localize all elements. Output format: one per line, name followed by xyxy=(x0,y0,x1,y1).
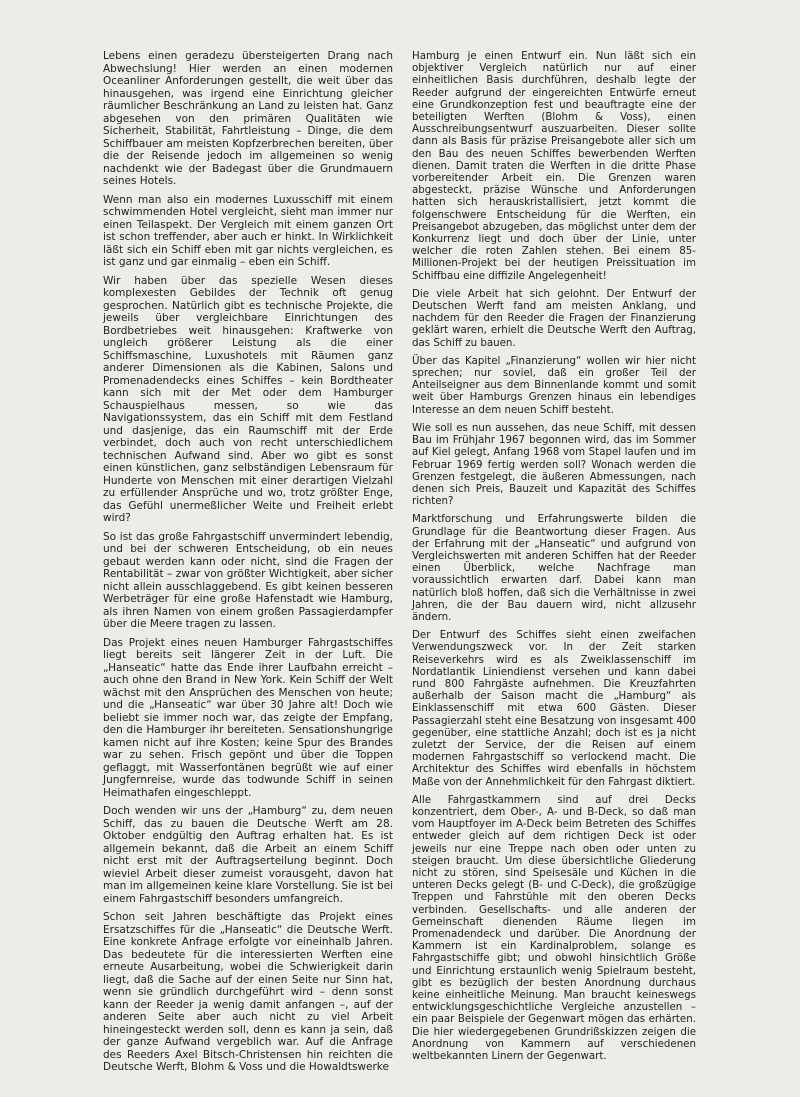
paragraph: Das Projekt eines neuen Hamburger Fahrgastschiffes liegt bereits seit längerer Zeit in der Luft. Die „Hanseatic“ hatte das Ende ihrer Laufbahn erreicht – auch ohne den Brand in New York. Kein Schiff der Welt wächst mit den Ansprüchen des Menschen von heute; und die „Hanseatic“ war über 30 Jahre alt! Doch wie beliebt sie immer noch war, das zeigte der Empfang, den die Hamburger ihr bereiteten. Sensationshungrige kamen nicht auf ihre Kosten; keine Spur des Brandes war zu sehen. Frisch gepönt und über die Toppen geflaggt, mit Wasserfontänen begrüßt wie auf einer Jungfernreise, wurde das todwunde Schiff in seinen Heimathafen eingeschleppt. xyxy=(103,636,393,799)
paragraph: Wie soll es nun aussehen, das neue Schiff, mit dessen Bau im Frühjahr 1967 begonnen wird, das im Sommer auf Kiel gelegt, Anfang 1968 vom Stapel laufen und im Februar 1969 fertig werden soll? Wonach werden die Grenzen festgelegt, die äußeren Abmessungen, nach denen sich Preis, Bauzeit und Kapazität des Schiffes richten? xyxy=(412,421,696,508)
paragraph: Wenn man also ein modernes Luxusschiff mit einem schwimmenden Hotel vergleicht, sieht man immer nur einen Teilaspekt. Der Vergleich mit einem ganzen Ort ist schon treffender, aber auch er hinkt. In Wirklichkeit läßt sich ein Schiff eben mit gar nichts vergleichen, es ist ganz und gar einmalig – eben ein Schiff. xyxy=(103,193,393,268)
paragraph: Der Entwurf des Schiffes sieht einen zweifachen Verwendungszweck vor. In der Zeit starken Reiseverkehrs wird es als Zweiklassenschiff im Nordatlantik Liniendienst versehen und kann dabei rund 800 Fahrgäste aufnehmen. Die Kreuzfahrten außerhalb der Saison macht die „Hamburg“ als Einklassenschiff mit etwa 600 Gästen. Dieser Passagierzahl steht eine Besatzung von insgesamt 400 gegenüber, eine stattliche Anzahl; doch ist es ja nicht zuletzt der Service, der die Reisen auf einem modernen Fahrgastschiff so verlockend macht. Die Architektur des Schiffes wird ebenfalls in höchstem Maße von der Annehmlichkeit für den Fahrgast diktiert. xyxy=(412,629,696,788)
paragraph: Über das Kapitel „Finanzierung“ wollen wir hier nicht sprechen; nur soviel, daß ein großer Teil der Anteilseigner aus dem Binnenlande kommt und somit weit über Hamburgs Grenzen hinaus ein lebendiges Interesse an dem neuen Schiff besteht. xyxy=(412,354,696,416)
paragraph: Marktforschung und Erfahrungswerte bilden die Grundlage für die Beantwortung dieser Fragen. Aus der Erfahrung mit der „Hanseatic“ und aufgrund von Vergleichswerten mit anderen Schiffen hat der Reeder einen Überblick, welche Nachfrage man voraussichtlich erwarten darf. Dabei kann man natürlich bloß hoffen, daß sich die Verhältnisse in zwei Jahren, die der Bau dauern wird, nicht allzusehr ändern. xyxy=(412,513,696,623)
left-column xyxy=(103,50,393,1080)
paragraph: So ist das große Fahrgastschiff unvermindert lebendig, und bei der schweren Entscheidung, ob ein neues gebaut werden kann oder nicht, sind die Fragen der Rentabilität – zwar von größter Wichtigkeit, aber sicher nicht allein ausschlaggebend. Es gibt keinen besseren Werbeträger für eine große Hafenstadt wie Hamburg, als ihren Namen von einem großen Passagierdampfer über die Meere tragen zu lassen. xyxy=(103,530,393,630)
paragraph: Lebens einen geradezu übersteigerten Drang nach Abwechslung! Hier werden an einen modernen Oceanliner Anforderungen gestellt, die weit über das hinausgehen, was irgend eine Einrichtung gleicher räumlicher Beschränkung an Land zu leisten hat. Ganz abgesehen von den primären Qualitäten wie Sicherheit, Stabilität, Fahrtleistung – Dinge, die dem Schiffbauer am meisten Kopfzerbrechen bereiten, über die der Reisende jedoch im allgemeinen so wenig nachdenkt wie der Badegast über die Grundmauern seines Hotels. xyxy=(103,50,393,187)
paragraph: Alle Fahrgastkammern sind auf drei Decks konzentriert, dem Ober-, A- und B-Deck, so daß man vom Hauptfoyer im A-Deck beim Betreten des Schiffes entweder gleich auf dem richtigen Deck ist oder jeweils nur eine Treppe nach oben oder unten zu steigen braucht. Um diese übersichtliche Gliederung nicht zu stören, sind Speisesäle und Küchen in die unteren Decks gelegt (B- und C-Deck), die großzügige Treppen und Fahrstühle mit den oberen Decks verbinden. Gesellschafts- und alle anderen der Gemeinschaft dienenden Räume liegen im Promenadendeck und darüber. Die Anordnung der Kammern ist ein Kardinalproblem, solange es Fahrgastschiffe gibt; und obwohl hinsichtlich Größe und Einrichtung erstaunlich wenig Spielraum besteht, gibt es bezüglich der besten Anordnung durchaus keine einheitliche Meinung. Man braucht keineswegs entwicklungsgeschichtliche Vergleiche anzustellen – ein paar Beispiele der Gegenwart mögen das erhärten. Die hier wiedergegebenen Grundrißskizzen zeigen die Anordnung von Kammern auf verschiedenen weltbekannten Linern der Gegenwart. xyxy=(412,793,696,1063)
paragraph: Wir haben über das spezielle Wesen dieses komplexesten Gebildes der Technik oft genug gesprochen. Natürlich gibt es technische Projekte, die jeweils über vergleichbare Einrichtungen des Bordbetriebes weit hinausgehen: Kraftwerke von ungleich größerer Leistung als die einer Schiffsmaschine, Luxushotels mit Räumen ganz anderer Dimensionen als die Kabinen, Salons und Promenadendecks eines Schiffes – kein Bordtheater kann sich mit der Met oder dem Hamburger Schauspielhaus messen, so wie das Navigationssystem, das ein Schiff mit dem Festland und dasjenige, das ein Raumschiff mit der Erde verbindet, doch auch von recht unterschiedlichem technischen Aufwand sind. Aber wo gibt es sonst einen künstlichen, ganz selbständigen Lebensraum für Hunderte von Menschen mit einer derartigen Vielzahl zu erfüllender Ansprüche und wo, trotz größter Enge, das Gefühl unermeßlicher Weite und Freiheit erlebt wird? xyxy=(103,274,393,524)
paragraph: Doch wenden wir uns der „Hamburg“ zu, dem neuen Schiff, das zu bauen die Deutsche Werft am 28. Oktober endgültig den Auftrag erhalten hat. Es ist allgemein bekannt, daß die Arbeit an einem Schiff nicht erst mit der Auftragserteilung beginnt. Doch wieviel Arbeit dieser zumeist vorausgeht, davon hat man im allgemeinen keine klare Vorstellung. Sie ist bei einem Fahrgastschiff besonders umfangreich. xyxy=(103,805,393,905)
right-column xyxy=(412,50,696,1068)
paragraph: Hamburg je einen Entwurf ein. Nun läßt sich ein objektiver Vergleich natürlich nur auf einer einheitlichen Basis durchführen, deshalb legte der Reeder aufgrund der eingereichten Entwürfe erneut eine Grundkonzeption fest und beauftragte eine der beteiligten Werften (Blohm & Voss), einen Ausschreibungsentwurf auszuarbeiten. Dieser sollte dann als Basis für präzise Preisangebote aller sich um den Bau des neuen Schiffes bewerbenden Werften dienen. Damit traten die Werften in die dritte Phase vorbereitender Arbeit ein. Die Grenzen waren abgesteckt, präzise Wünsche und Anforderungen hatten sich herauskristallisiert, jetzt kommt die folgenschwere Entscheidung für die Werften, ein Preisangebot abzugeben, das möglichst unter dem der Konkurrenz liegt und doch über der Linie, unter welcher die roten Zahlen stehen. Bei einem 85-Millionen-Projekt bei der heutigen Preissituation im Schiffbau eine diffizile Angelegenheit! xyxy=(412,50,696,282)
paragraph: Schon seit Jahren beschäftigte das Projekt eines Ersatzschiffes für die „Hanseatic“ die Deutsche Werft. Eine konkrete Anfrage erfolgte vor eineinhalb Jahren. Das bedeutete für die interessierten Werften eine erneute Ausarbeitung, wobei die Schwierigkeit darin liegt, daß die Sache auf der einen Seite nur Sinn hat, wenn sie gründlich durchgeführt wird – denn sonst kann der Reeder ja wenig damit anfangen –, auf der anderen Seite aber auch nicht zu viel Arbeit hineingesteckt werden soll, denn es kann ja sein, daß der ganze Aufwand vergeblich war. Auf die Anfrage des Reeders Axel Bitsch-Christensen hin reichten die Deutsche Werft, Blohm & Voss und die Howaldtswerke xyxy=(103,911,393,1073)
paragraph: Die viele Arbeit hat sich gelohnt. Der Entwurf der Deutschen Werft fand am meisten Anklang, und nachdem für den Reeder die Fragen der Finanzierung geklärt waren, erhielt die Deutsche Werft den Auftrag, das Schiff zu bauen. xyxy=(412,287,696,349)
